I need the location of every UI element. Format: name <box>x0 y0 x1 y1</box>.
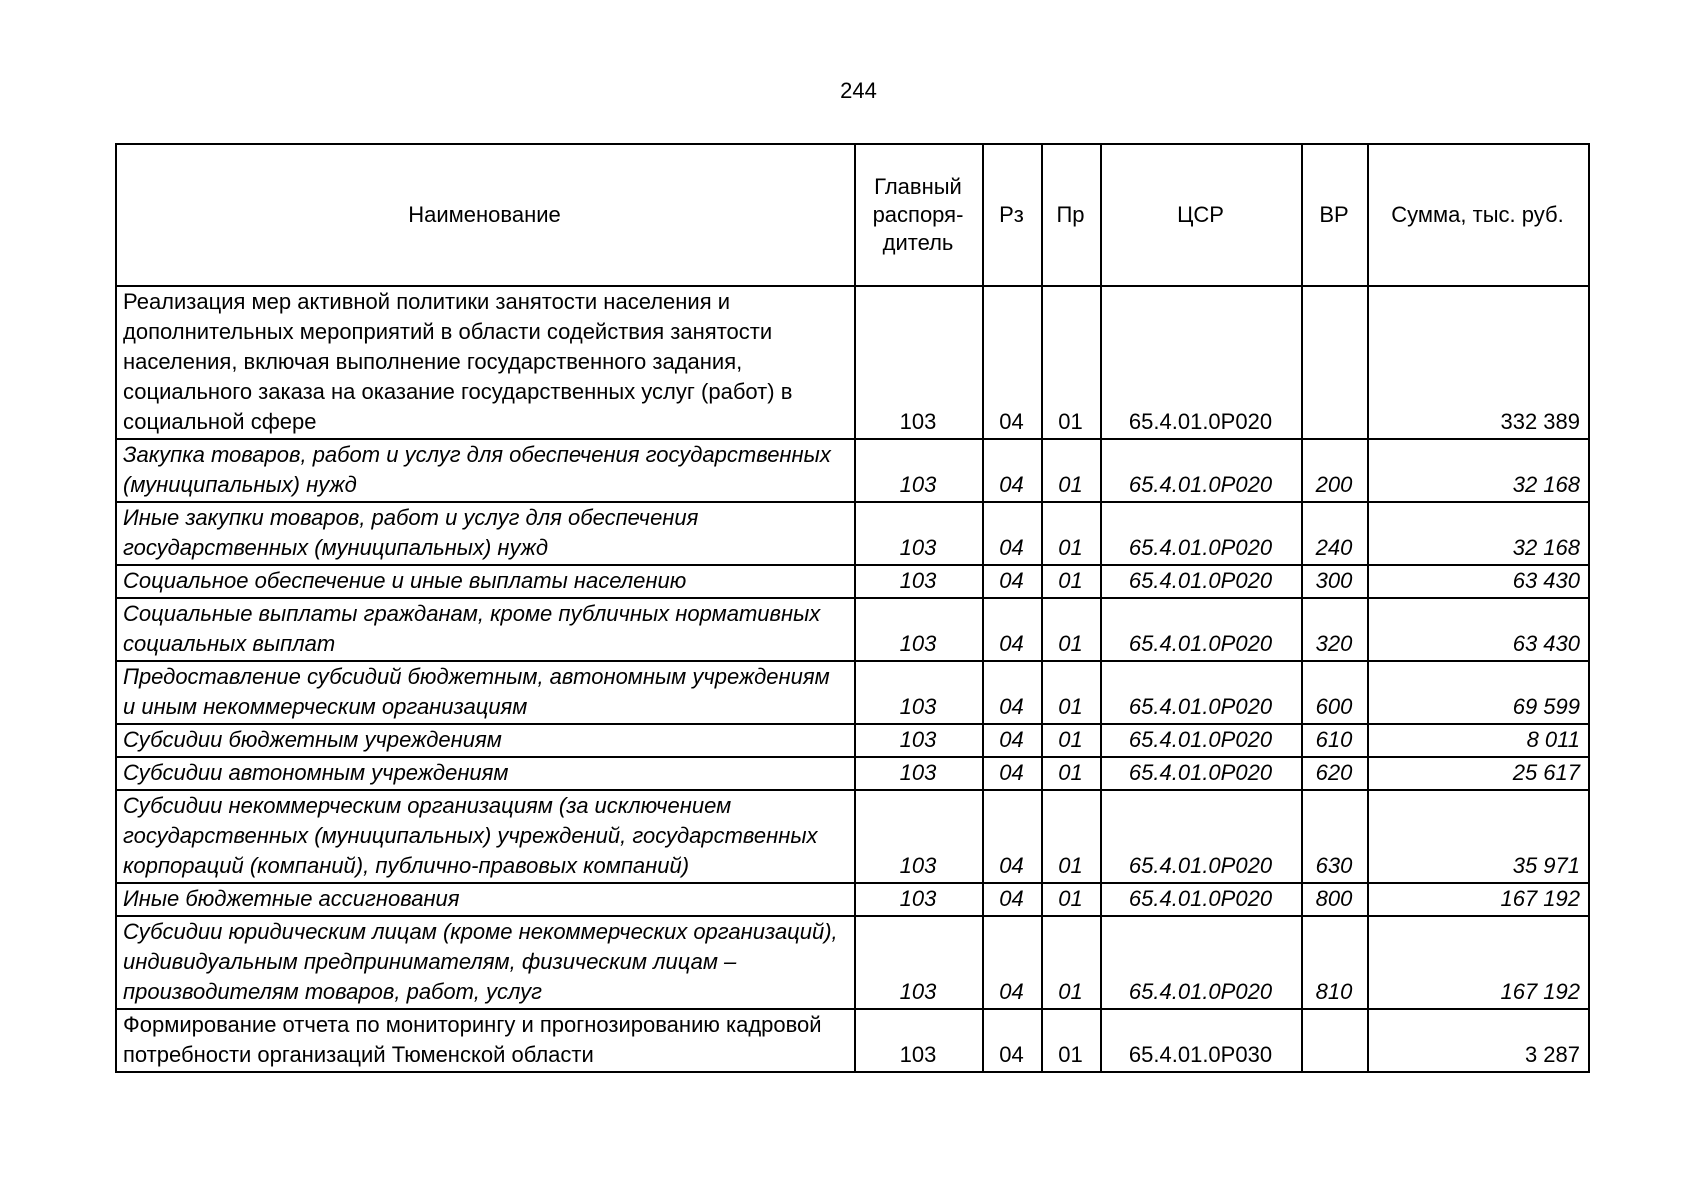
cell-pr: 01 <box>1042 1009 1101 1072</box>
cell-rz: 04 <box>983 661 1042 724</box>
cell-name: Социальное обеспечение и иные выплаты населению <box>116 565 855 598</box>
cell-main-manager: 103 <box>855 439 983 502</box>
cell-rz: 04 <box>983 439 1042 502</box>
cell-sum: 35 971 <box>1368 790 1589 883</box>
cell-vr: 630 <box>1302 790 1368 883</box>
cell-rz: 04 <box>983 724 1042 757</box>
cell-sum: 32 168 <box>1368 439 1589 502</box>
cell-pr: 01 <box>1042 502 1101 565</box>
cell-sum: 25 617 <box>1368 757 1589 790</box>
cell-name: Иные бюджетные ассигнования <box>116 883 855 916</box>
cell-main-manager: 103 <box>855 565 983 598</box>
cell-csr: 65.4.01.0Р020 <box>1101 883 1302 916</box>
header-csr: ЦСР <box>1101 144 1302 286</box>
table-row <box>116 661 1589 724</box>
budget-table <box>115 143 1590 1073</box>
cell-vr: 300 <box>1302 565 1368 598</box>
cell-main-manager: 103 <box>855 502 983 565</box>
cell-name: Субсидии автономным учреждениям <box>116 757 855 790</box>
cell-pr: 01 <box>1042 916 1101 1009</box>
table-row <box>116 286 1589 439</box>
table-row <box>116 916 1589 1009</box>
cell-vr: 800 <box>1302 883 1368 916</box>
cell-vr: 600 <box>1302 661 1368 724</box>
header-main-manager: Главный распоря-дитель <box>855 144 983 286</box>
cell-sum: 32 168 <box>1368 502 1589 565</box>
cell-main-manager: 103 <box>855 724 983 757</box>
table-row <box>116 565 1589 598</box>
cell-csr: 65.4.01.0Р020 <box>1101 790 1302 883</box>
cell-sum: 8 011 <box>1368 724 1589 757</box>
cell-vr <box>1302 1009 1368 1072</box>
cell-vr: 620 <box>1302 757 1368 790</box>
header-name: Наименование <box>116 144 855 286</box>
table-row <box>116 757 1589 790</box>
cell-pr: 01 <box>1042 790 1101 883</box>
cell-pr: 01 <box>1042 598 1101 661</box>
cell-main-manager: 103 <box>855 883 983 916</box>
cell-name: Субсидии юридическим лицам (кроме некоммерческих организаций), индивидуальным предпринимателям, физическим лицам – производителям товаров, работ, услуг <box>116 916 855 1009</box>
header-sum: Сумма, тыс. руб. <box>1368 144 1589 286</box>
cell-csr: 65.4.01.0Р030 <box>1101 1009 1302 1072</box>
cell-rz: 04 <box>983 286 1042 439</box>
table-row <box>116 1009 1589 1072</box>
cell-name: Социальные выплаты гражданам, кроме публичных нормативных социальных выплат <box>116 598 855 661</box>
cell-main-manager: 103 <box>855 598 983 661</box>
cell-csr: 65.4.01.0Р020 <box>1101 565 1302 598</box>
cell-csr: 65.4.01.0Р020 <box>1101 916 1302 1009</box>
cell-rz: 04 <box>983 598 1042 661</box>
cell-pr: 01 <box>1042 757 1101 790</box>
header-pr: Пр <box>1042 144 1101 286</box>
header-vr: ВР <box>1302 144 1368 286</box>
cell-main-manager: 103 <box>855 790 983 883</box>
cell-csr: 65.4.01.0Р020 <box>1101 757 1302 790</box>
cell-rz: 04 <box>983 1009 1042 1072</box>
cell-vr <box>1302 286 1368 439</box>
cell-main-manager: 103 <box>855 916 983 1009</box>
cell-csr: 65.4.01.0Р020 <box>1101 439 1302 502</box>
cell-csr: 65.4.01.0Р020 <box>1101 286 1302 439</box>
cell-pr: 01 <box>1042 286 1101 439</box>
cell-sum: 63 430 <box>1368 565 1589 598</box>
cell-vr: 810 <box>1302 916 1368 1009</box>
cell-csr: 65.4.01.0Р020 <box>1101 502 1302 565</box>
header-rz: Рз <box>983 144 1042 286</box>
cell-pr: 01 <box>1042 439 1101 502</box>
cell-sum: 63 430 <box>1368 598 1589 661</box>
table-row <box>116 790 1589 883</box>
cell-rz: 04 <box>983 757 1042 790</box>
cell-rz: 04 <box>983 883 1042 916</box>
cell-main-manager: 103 <box>855 757 983 790</box>
cell-main-manager: 103 <box>855 286 983 439</box>
cell-pr: 01 <box>1042 661 1101 724</box>
cell-vr: 320 <box>1302 598 1368 661</box>
cell-sum: 332 389 <box>1368 286 1589 439</box>
table-row <box>116 439 1589 502</box>
table-row <box>116 883 1589 916</box>
cell-pr: 01 <box>1042 883 1101 916</box>
cell-sum: 167 192 <box>1368 916 1589 1009</box>
cell-pr: 01 <box>1042 724 1101 757</box>
cell-name: Реализация мер активной политики занятости населения и дополнительных мероприятий в области содействия занятости населения, включая выполнение государственного задания, социального заказа на оказание государственных услуг (работ) в социальной сфере <box>116 286 855 439</box>
cell-name: Предоставление субсидий бюджетным, автономным учреждениям и иным некоммерческим организациям <box>116 661 855 724</box>
cell-main-manager: 103 <box>855 1009 983 1072</box>
cell-name: Иные закупки товаров, работ и услуг для обеспечения государственных (муниципальных) нужд <box>116 502 855 565</box>
cell-vr: 200 <box>1302 439 1368 502</box>
cell-name: Субсидии некоммерческим организациям (за исключением государственных (муниципальных) учреждений, государственных корпораций (компаний), публично-правовых компаний) <box>116 790 855 883</box>
cell-csr: 65.4.01.0Р020 <box>1101 598 1302 661</box>
cell-rz: 04 <box>983 565 1042 598</box>
cell-main-manager: 103 <box>855 661 983 724</box>
cell-rz: 04 <box>983 502 1042 565</box>
page-number: 244 <box>840 78 877 103</box>
table-row <box>116 724 1589 757</box>
cell-name: Закупка товаров, работ и услуг для обеспечения государственных (муниципальных) нужд <box>116 439 855 502</box>
table-row <box>116 598 1589 661</box>
cell-pr: 01 <box>1042 565 1101 598</box>
cell-sum: 69 599 <box>1368 661 1589 724</box>
cell-sum: 167 192 <box>1368 883 1589 916</box>
header-row <box>116 144 1589 286</box>
cell-name: Субсидии бюджетным учреждениям <box>116 724 855 757</box>
cell-rz: 04 <box>983 916 1042 1009</box>
table-row <box>116 502 1589 565</box>
cell-name: Формирование отчета по мониторингу и прогнозированию кадровой потребности организаций Тюменской области <box>116 1009 855 1072</box>
cell-sum: 3 287 <box>1368 1009 1589 1072</box>
cell-vr: 610 <box>1302 724 1368 757</box>
cell-rz: 04 <box>983 790 1042 883</box>
cell-csr: 65.4.01.0Р020 <box>1101 661 1302 724</box>
cell-csr: 65.4.01.0Р020 <box>1101 724 1302 757</box>
cell-vr: 240 <box>1302 502 1368 565</box>
